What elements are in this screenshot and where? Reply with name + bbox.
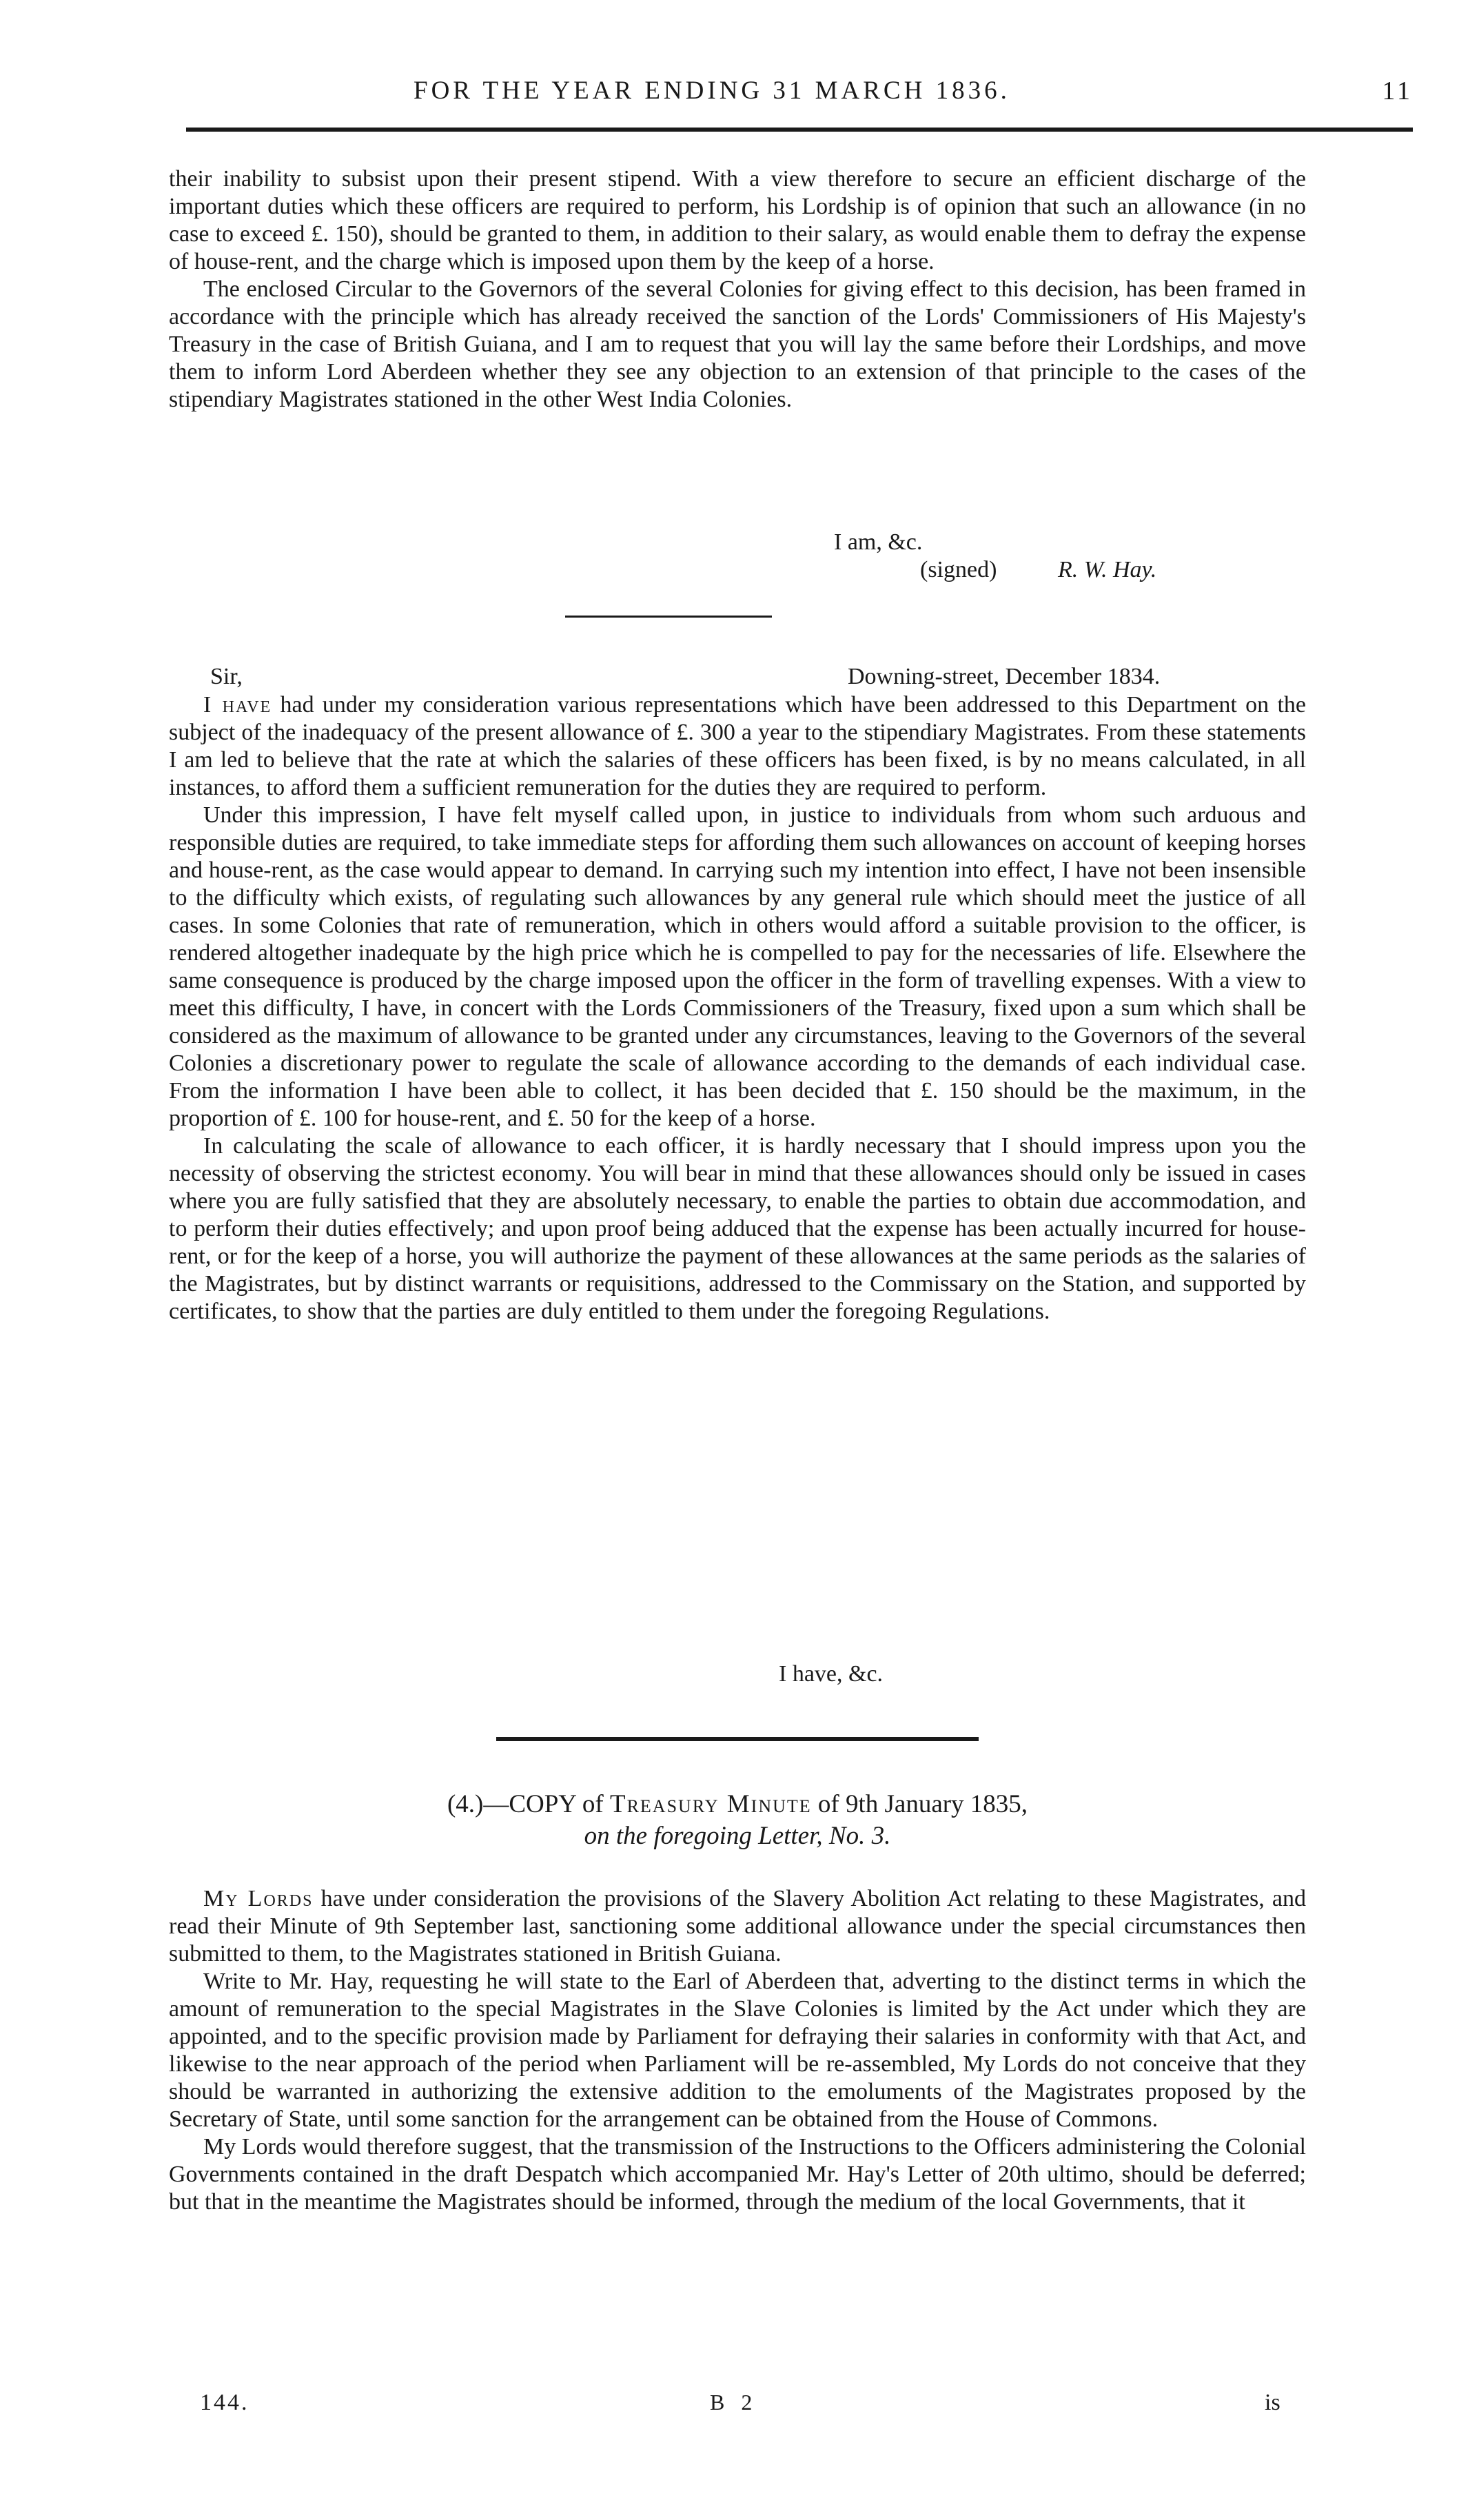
header-rule	[186, 128, 1413, 132]
letter2-paragraph-1	[169, 691, 1306, 802]
minute-opening-word: My Lords	[203, 1886, 314, 1911]
minute-paragraph-2: Write to Mr. Hay, requesting he will state to the Earl of Aberdeen that, adverting to the distinct terms in which the amount of remuneration to the special Magistrates in the Slave Colonies is limited by the Act under which they are appointed, and to the specific provision made by Parliament for defraying their salaries in conformity with that Act, and likewise to the near approach of the period when Parliament will be re-assembled, My Lords do not conceive that they should be warranted in authorizing the extensive addition to the emoluments of the Magistrates proposed by the Secretary of State, until some sanction for the arrangement can be obtained from the House of Commons.	[169, 1969, 1306, 2132]
minute-heading-number: (4.)—COPY of	[447, 1790, 610, 1818]
letter2-paragraph-2: Under this impression, I have felt myself called upon, in justice to individuals from whom such arduous and responsible duties are required, to take immediate steps for affording them such allowances on account of keeping horses and house-rent, as the case would appear to demand. In carrying such my intention into effect, I have not been insensible to the difficulty which exists, of regulating such allowances by any general rule which should meet the justice of all cases. In some Colonies that rate of remuneration, which in others would afford a suitable provision to the officer, is rendered altogether inadequate by the high price which he is compelled to pay for the necessaries of life. Elsewhere the same consequence is produced by the charge imposed upon the officer in the form of travelling expenses. With a view to meet this difficulty, I have, in concert with the Lords Commissioners of the Treasury, fixed upon a sum which shall be considered as the maximum of allowance to be granted under any circumstances, leaving to the Governors of the several Colonies a discretionary power to regulate the scale of allowance according to the demands of each individual case. From the information I have been able to collect, it has been decided that £. 150 should be the maximum, in the proportion of £. 100 for house-rent, and £. 50 for the keep of a horse.	[169, 802, 1306, 1131]
footer-page-ref: 144.	[200, 2390, 249, 2415]
minute-heading-title: Treasury Minute	[609, 1790, 812, 1818]
letter2-paragraph-1-text: had under my consideration various representations which have been addressed to this Department on the subject of the inadequacy of the present allowance of £. 300 a year to the stipendiary Magistrates. From these statements I am led to believe that the rate at which the salaries of these officers has been fixed, is by no means calculated, in all instances, to afford them a sufficient remuneration for the duties they are required to perform.	[169, 692, 1306, 800]
letter2-body	[169, 691, 1306, 1325]
footer-signature-mark: B 2	[710, 2390, 758, 2415]
minute-paragraph-1-text: have under consideration the provisions of the Slavery Abolition Act relating to these Magistrates, and read their Minute of 9th September last, sanctioning some additional allowance under the special circumstances then submitted to them, to the Magistrates stationed in British Guiana.	[169, 1886, 1306, 1967]
letter1-signatory: R. W. Hay.	[1058, 557, 1157, 582]
minute-heading-date: of 9th January 1835,	[811, 1790, 1028, 1818]
minute-paragraph-3: My Lords would therefore suggest, that the transmission of the Instructions to the Officers administering the Colonial Governments contained in the draft Despatch which accompanied Mr. Hay's Letter of 20th ultimo, should be deferred; but that in the meantime the Magistrates should be informed, through the medium of the local Governments, that it	[169, 2134, 1306, 2215]
minute-paragraph-1	[169, 1885, 1306, 1968]
running-title: FOR THE YEAR ENDING 31 MARCH 1836.	[414, 77, 1010, 105]
minute-body	[169, 1885, 1306, 2216]
letter2-opening-word: I have	[203, 692, 272, 718]
letter1-signed-label: (signed)	[920, 557, 997, 582]
letter2-salutation: Sir,	[210, 664, 243, 689]
section-divider-short	[565, 616, 772, 618]
minute-heading-line-2: on the foregoing Letter, No. 3.	[584, 1822, 891, 1850]
letter1-paragraph-1: their inability to subsist upon their present stipend. With a view therefore to secure an efficient discharge of the important duties which these officers are required to perform, his Lordship is of opinion that such an allowance (in no case to exceed £. 150), should be granted to them, in addition to their salary, as would enable them to defray the expense of house-rent, and the charge which is imposed upon them by the keep of a horse.	[169, 166, 1306, 274]
section-divider-long	[496, 1737, 979, 1741]
letter1-closing: I am, &c.	[834, 529, 923, 555]
minute-heading-line-1	[169, 1789, 1306, 1820]
minute-heading	[169, 1789, 1306, 1852]
running-head	[186, 76, 1413, 117]
letter1-paragraph-2: The enclosed Circular to the Governors of the several Colonies for giving effect to this decision, has been framed in accordance with the principle which has already received the sanction of the Lords' Commissioners of His Majesty's Treasury in the case of British Guiana, and I am to request that you will lay the same before their Lordships, and move them to inform Lord Aberdeen whether they see any objection to an extension of that principle to the cases of the stipendiary Magistrates stationed in the other West India Colonies.	[169, 276, 1306, 412]
footer-catchword: is	[1265, 2390, 1281, 2415]
letter1-body	[169, 165, 1306, 414]
letter2-paragraph-3: In calculating the scale of allowance to each officer, it is hardly necessary that I should impress upon you the necessity of observing the strictest economy. You will bear in mind that these allowances should only be issued in cases where you are fully satisfied that they are absolutely necessary, to enable the parties to obtain due accommodation, and to perform their duties effectively; and upon proof being adduced that the expense has been actually incurred for house-rent, or for the keep of a horse, you will authorize the payment of these allowances at the same periods as the salaries of the Magistrates, but by distinct warrants or requisitions, addressed to the Commissary on the Station, and supported by certificates, to show that the parties are duly entitled to them under the foregoing Regulations.	[169, 1133, 1306, 1324]
letter2-closing: I have, &c.	[779, 1661, 884, 1687]
letter2-place-date: Downing-street, December 1834.	[848, 664, 1161, 689]
page-number: 11	[1382, 77, 1413, 105]
